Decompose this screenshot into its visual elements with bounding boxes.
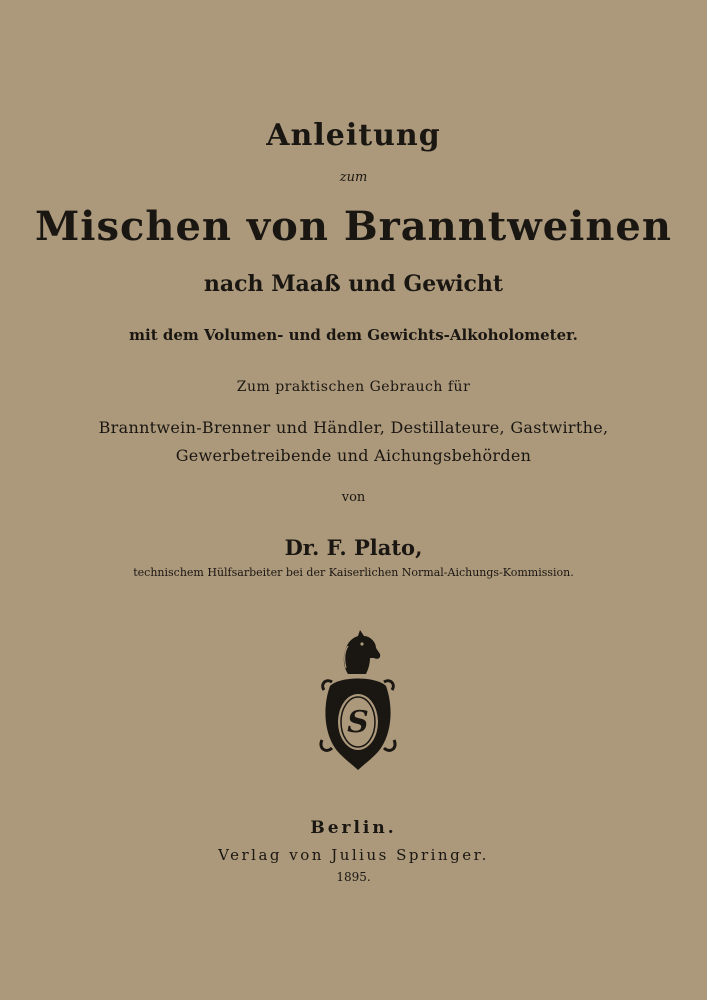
by-line: von: [341, 490, 366, 505]
main-title-subject: Mischen von Branntweinen: [35, 203, 672, 250]
publication-city: Berlin.: [310, 818, 397, 838]
emblem-monogram: S: [347, 705, 369, 740]
publisher-name: Verlag von Julius Springer.: [218, 846, 489, 864]
subtitle-instruments: mit dem Volumen- und dem Gewichts-Alkoholometer.: [129, 326, 578, 344]
subtitle-method: nach Maaß und Gewicht: [203, 271, 504, 297]
purpose-line: Zum praktischen Gebrauch für: [236, 379, 471, 395]
publisher-emblem-icon: [318, 628, 398, 778]
main-title-anleitung: Anleitung: [266, 118, 441, 153]
title-connector-zum: zum: [339, 170, 368, 185]
author-name: Dr. F. Plato,: [284, 535, 423, 560]
publication-year: 1895.: [336, 870, 371, 884]
audience-line-2: Gewerbetreibende und Aichungsbehörden: [175, 446, 532, 465]
audience-line-1: Branntwein-Brenner und Händler, Destillateure, Gastwirthe,: [98, 418, 609, 437]
author-title: technischem Hülfsarbeiter bei der Kaiserlichen Normal-Aichungs-Kommission.: [133, 566, 574, 579]
